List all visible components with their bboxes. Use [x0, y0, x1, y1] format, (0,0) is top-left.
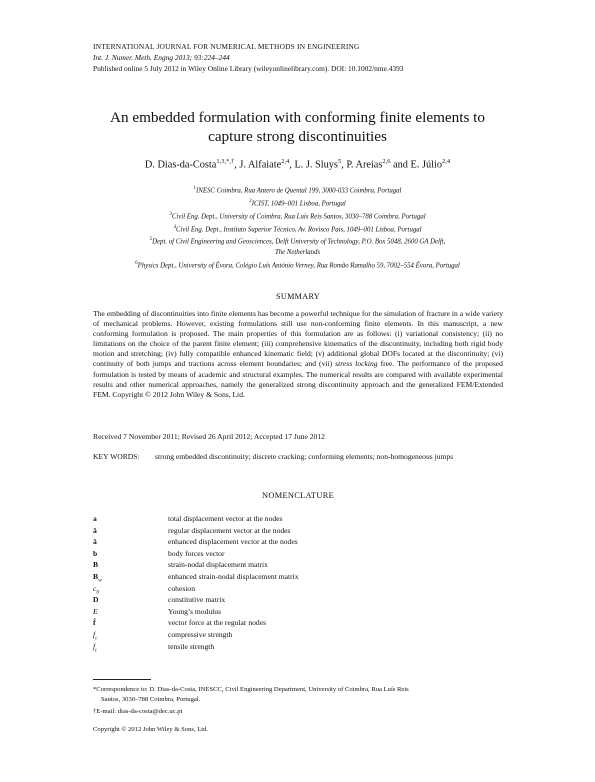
nomenclature-heading: NOMENCLATURE — [262, 491, 334, 500]
journal-header — [93, 41, 513, 74]
nomenclature-description: enhanced displacement vector at the nodes — [168, 537, 298, 547]
nomenclature-symbol: $f_t$ — [93, 641, 97, 654]
nomenclature-description: Young’s modulus — [168, 606, 222, 616]
nomenclature-symbol: â — [93, 525, 97, 535]
affiliation-text: Civil Eng. Dept., University of Coimbra, Rua Luís Reis Santos, 3030–788 Coimbra, Portugal — [171, 212, 426, 220]
nomenclature-symbol: $c_0$ — [93, 583, 100, 596]
nomenclature-symbol: D — [93, 595, 99, 605]
summary-heading: SUMMARY — [276, 292, 320, 301]
nomenclature-row — [93, 549, 503, 561]
affiliation — [60, 223, 535, 236]
copyright-notice: Copyright © 2012 John Wiley & Sons, Ltd. — [93, 726, 209, 733]
nomenclature-description: strain-nodal displacement matrix — [168, 560, 268, 570]
nomenclature-description: constitutive matrix — [168, 595, 226, 605]
affiliation-text: Dept. of Civil Engineering and Geosciences, Delft University of Technology, P.O. Box 5048, 2600 GA Delft, — [152, 238, 446, 246]
nomenclature-row — [93, 607, 503, 619]
affiliation-text: INESC Coimbra, Rua Antero de Quental 199, 3000-033 Coimbra, Portugal — [196, 187, 402, 195]
nomenclature-row — [93, 514, 503, 526]
title-line-1: An embedded formulation with conforming finite elements to — [110, 109, 485, 126]
affiliation-number: 6 — [135, 260, 138, 266]
affiliation-number: 2 — [249, 198, 252, 204]
nomenclature-description: regular displacement vector at the nodes — [168, 525, 291, 535]
author-name: E. Júlio — [410, 159, 442, 171]
correspondence-footnote-cont: Santos, 3030–788 Coimbra, Portugal. — [101, 695, 201, 703]
nomenclature-description: total displacement vector at the nodes — [168, 514, 283, 523]
affiliation — [60, 259, 535, 272]
author-list — [60, 158, 535, 170]
affiliation — [60, 235, 535, 248]
nomenclature-description: tensile strength — [168, 641, 215, 651]
nomenclature-description: vector force at the regular nodes — [168, 618, 267, 628]
footnote-rule — [93, 679, 151, 680]
affiliation — [60, 197, 535, 210]
nomenclature-description: cohesion — [168, 583, 195, 593]
nomenclature-symbol: b — [93, 548, 98, 558]
nomenclature-symbol: a — [93, 514, 97, 523]
nomenclature-row — [93, 560, 503, 572]
keywords-label: KEY WORDS: — [93, 452, 140, 461]
author-and: and — [390, 159, 411, 171]
title-line-2: capture strong discontinuities — [208, 128, 387, 145]
nomenclature-symbol: B — [93, 560, 99, 570]
nomenclature-description: body forces vector — [168, 548, 225, 558]
nomenclature-row — [93, 526, 503, 538]
nomenclature-row — [93, 595, 503, 607]
author-name: L. J. Sluys — [294, 159, 338, 171]
paper-title — [60, 108, 535, 146]
author-separator: , — [341, 159, 347, 171]
nomenclature-symbol: E — [93, 606, 98, 616]
email-footnote: †E-mail: dias-da-costa@dec.uc.pt — [93, 708, 183, 716]
affiliation-number: 1 — [193, 186, 197, 191]
nomenclature-symbol: $B_w$ — [93, 571, 102, 584]
nomenclature-description: compressive strength — [168, 629, 233, 639]
nomenclature-symbol: f̂ — [93, 618, 96, 628]
affiliation-number: 3 — [169, 211, 172, 217]
keywords-text: strong embedded discontinuity; discrete cracking; conforming elements; non-homogeneous jumps — [155, 452, 454, 461]
abstract-text: The embedding of discontinuities into finite elements has become a powerful technique for the simulation of fracture in a wide variety of mechanical problems. However, existing formulations still use non-conforming finite elements. In this manuscript, a new conforming formulation is proposed. The main properties of this formulation are as follows: (i) variational consistency; (ii) no limitations on the choice of the parent finite element; (iii) comprehensive kinematics of the discontinuity, including both rigid body motion and stretching; (iv) fully compatible enhanced kinematic field; (v) additional global DOFs located at the discontinuity; (vi) continuity of both jumps and tractions across element boundaries; and (vii) — [93, 309, 503, 369]
affiliation-number: 5 — [149, 237, 153, 243]
nomenclature-list — [93, 514, 503, 653]
author-affil-sup: 2,4 — [281, 158, 290, 165]
abstract — [93, 309, 503, 400]
correspondence-footnote: *Correspondence to: D. Dias-da-Costa, INESCC, Civil Engineering Department, University of Coimbra, Rua Luís Reis — [93, 686, 409, 693]
author-affil-sup: 2,6 — [382, 158, 391, 165]
nomenclature-symbol: $f_c$ — [93, 629, 98, 642]
affiliation-text: ICIST, 1049–001 Lisboa, Portugal — [251, 200, 346, 208]
nomenclature-row — [93, 618, 503, 630]
footnotes — [93, 685, 505, 717]
affiliation-number: 4 — [173, 224, 176, 230]
nomenclature-row — [93, 572, 503, 584]
nomenclature-row — [93, 537, 503, 549]
received-dates: Received 7 November 2011; Revised 26 April 2012; Accepted 17 June 2012 — [93, 432, 325, 441]
affiliation — [60, 184, 535, 197]
affiliation-text: Physics Dept., University of Évora, Colégio Luís António Verney, Rua Romão Ramalho 59, 7002–554 Évora, Portugal — [137, 262, 460, 270]
author-affil-sup: 1,3,*,† — [216, 158, 235, 165]
author-name: P. Areias — [346, 159, 383, 171]
author-separator: , — [234, 159, 240, 171]
affiliation-text: Civil Eng. Dept., Instituto Superior Técnico, Av. Rovisco Pais, 1049–001 Lisboa, Portugal — [175, 225, 422, 233]
affiliation — [60, 248, 535, 259]
journal-name: INTERNATIONAL JOURNAL FOR NUMERICAL METHODS IN ENGINEERING — [93, 42, 360, 51]
affiliation-list — [60, 184, 535, 272]
nomenclature-row — [93, 584, 503, 596]
nomenclature-row — [93, 642, 503, 654]
affiliation-text: The Netherlands — [274, 249, 321, 257]
author-name: D. Dias-da-Costa — [144, 159, 217, 171]
nomenclature-description: enhanced strain-nodal displacement matrix — [168, 571, 299, 581]
author-affil-sup: 2,4 — [442, 158, 451, 165]
abstract-text: free. The performance of the proposed formulation is tested by means of academic and structural examples. The numerical results are compared with available experimental results and other numerical approaches, namely the generalized strong discontinuity approach and the generalized FEM/Extended FEM. Copyright © 2012 John Wiley & Sons, Ltd. — [93, 359, 503, 399]
abstract-emphasis: stress locking — [335, 359, 378, 369]
nomenclature-row — [93, 630, 503, 642]
affiliation — [60, 210, 535, 223]
nomenclature-symbol: ã — [93, 537, 97, 547]
author-affil-sup: 5 — [337, 158, 342, 165]
author-name: J. Alfaiate — [239, 159, 282, 171]
author-separator: , — [289, 159, 295, 171]
publication-info: Published online 5 July 2012 in Wiley Online Library (wileyonlinelibrary.com). DOI: 10.1002/nme.4393 — [93, 64, 404, 73]
citation: Int. J. Numer. Meth. Engng 2013; 93:224–244 — [93, 53, 230, 62]
